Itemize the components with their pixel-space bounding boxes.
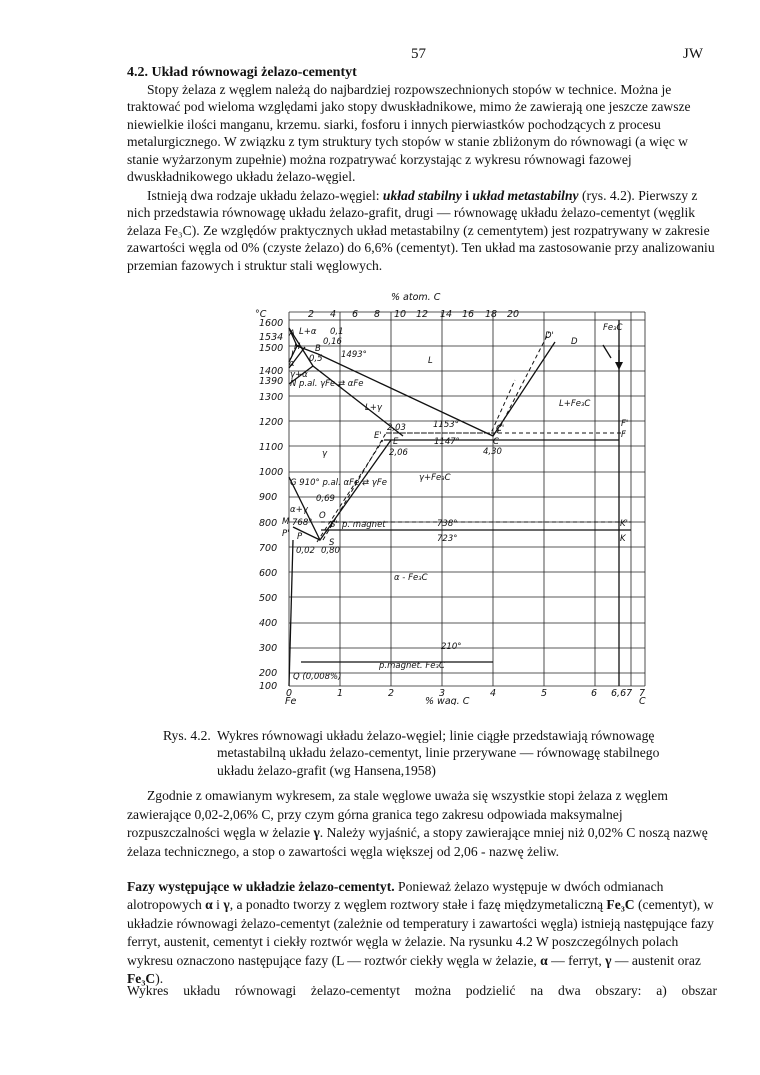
x-tick: 0 xyxy=(286,688,293,699)
label-gamma: γ xyxy=(322,449,328,459)
label-gamma-Fe3C: γ+Fe₃C xyxy=(419,473,451,483)
x-tick: 4 xyxy=(490,688,497,699)
label-738: 738° xyxy=(437,519,458,529)
paragraph-1: Stopy żelaza z węglem należą do najbardziej rozpowszechnionych stopów w technice. Można je traktować pod wieloma względami jako stopy dwuskładnikowe, mimo że zawierają one jeszcze zawsze niewielkie ilości manganu, krzemu. siarki, fosforu i innych pierwiastków pochodzących z procesu metalurgicznego. W związku z tym struktury tych stopów w stanie zbliżonym do równowagi (a więc w stanie wyżarzonym zupełnie) można rozpatrywać korzystając z wykresu równowagi fazowej dwuskładnikowego układu żelazo-węgiel. xyxy=(127,82,691,185)
label-01: 0,1 xyxy=(330,327,344,337)
p4-text-2: , a ponadto tworzy z węglem roztwory stałe i fazę międzymetaliczną xyxy=(229,897,607,913)
label-A: A xyxy=(289,329,295,339)
label-M: M xyxy=(282,517,290,527)
p4-fe3c-2: Fe₃C xyxy=(127,971,156,987)
p4-text-3: (cementyt), w układzie równowagi żelazo-cementyt (zależnie od temperatury i zawartości węgla) istnieją następujące fazy ferryt, austenit, cementyt i ciekły roztwór węgla w żelazie. Na rysunku 4.2 W poszczególnych polach wykresu oznaczono następujące fazy (L — roztwór ciekły węgla w żelazie, xyxy=(127,897,714,968)
label-1153: 1153° xyxy=(433,420,459,430)
label-Fe3C-top: Fe₃C xyxy=(603,323,623,333)
label-430: 4,30 xyxy=(483,447,502,457)
label-002: 0,02 xyxy=(296,546,315,556)
caption-line-1: Wykres równowagi układu żelazo-węgiel; linie ciągłe przedstawiają równowagę xyxy=(217,728,655,743)
label-203: 2,03 xyxy=(387,423,406,433)
p3-text-2: . Należy wyjaśnić, a stopy zawierające mniej niż 0,02% C noszą nazwę żelaza technicznego, a stop o zawartości węgla większej od 2,06 - nazwę żeliw. xyxy=(127,825,708,859)
label-016: 0,16 xyxy=(323,337,342,347)
x-axis-ticks xyxy=(285,688,646,705)
p4-text-4: — ferryt, xyxy=(547,952,606,968)
p4-alpha-2: α xyxy=(540,952,548,968)
label-S: S xyxy=(329,538,335,548)
y-tick: 1000 xyxy=(259,467,284,478)
paragraph-2 xyxy=(127,187,717,274)
label-210: 210° xyxy=(441,642,462,652)
x-tick: 3 xyxy=(439,688,446,699)
label-P: P xyxy=(297,532,303,542)
y-tick: 1600 xyxy=(259,318,284,329)
caption-line-2: metastabilną układu żelazo-cementyt, linie przerywane — równowagę stabilnego xyxy=(217,745,660,761)
top-tick: 2 xyxy=(308,309,315,320)
stable-lines xyxy=(317,332,631,542)
p2-text-2: (rys. 4.2). Pierwszy z nich przedstawia równowagę układu żelazo-grafit, drugi — równowagę układu żelazo-cementyt (węglik żelaza Fe₃C). Ze względów praktycznych układ metastabilny (z cementytem) jest rozpatrywany w zakresie zawartości węgla od 0% (czyste żelazo) do 6,6% (cementyt). Ten układ ma zastosowanie przy analizowaniu przemian fazowych i struktur stali węglowych. xyxy=(127,188,715,273)
top-tick: 16 xyxy=(462,309,475,320)
label-O: O xyxy=(319,511,326,521)
y-tick: 1400 xyxy=(259,366,284,377)
section-heading: 4.2. Układ równowagi żelazo-cementyt xyxy=(127,65,357,80)
top-tick: 8 xyxy=(374,309,381,320)
label-K: K xyxy=(620,534,626,544)
y-tick: 600 xyxy=(259,568,278,579)
label-F2: F' xyxy=(621,419,629,429)
label-1493: 1493° xyxy=(341,350,367,360)
label-C2: C' xyxy=(496,424,505,434)
p2-text-1: Istnieją dwa rodzaje układu żelazo-węgiel: xyxy=(147,188,383,203)
label-05: 0,5 xyxy=(309,354,323,364)
top-tick: 10 xyxy=(394,309,407,320)
figure-caption xyxy=(163,727,723,779)
top-tick: 12 xyxy=(416,309,429,320)
p2-conj: i xyxy=(461,188,473,203)
top-tick: 4 xyxy=(330,309,337,320)
y-tick: 200 xyxy=(259,668,278,679)
label-D: D xyxy=(571,337,578,347)
label-L-Fe3C: L+Fe₃C xyxy=(559,399,591,409)
phase-diagram-figure xyxy=(253,290,649,705)
y-tick: 300 xyxy=(259,643,278,654)
top-tick: 18 xyxy=(485,309,498,320)
caption-label: Rys. 4.2. xyxy=(163,728,211,743)
y-tick: 800 xyxy=(259,518,278,529)
label-768: 768° xyxy=(292,518,313,528)
label-J: J xyxy=(291,350,294,360)
label-N-transform: N p.al. γFe ⇄ αFe xyxy=(290,379,364,389)
label-E: E xyxy=(393,437,399,447)
label-S2: S' xyxy=(330,520,338,530)
label-1147: 1147° xyxy=(434,437,460,447)
diagram-labels xyxy=(282,323,628,682)
label-723: 723° xyxy=(437,534,458,544)
label-E2: E' xyxy=(374,431,382,441)
x-sub-fe: Fe xyxy=(285,696,297,705)
p4-fe3c: Fe₃C xyxy=(606,897,635,913)
label-Q: Q (0,008%) xyxy=(293,672,342,682)
label-p-magnet: p. magnet xyxy=(342,520,386,530)
label-L-gamma: L+γ xyxy=(365,403,382,413)
label-H: H xyxy=(294,342,301,352)
label-D2: D' xyxy=(545,331,554,341)
degree-unit: °C xyxy=(255,309,267,320)
y-tick: 1500 xyxy=(259,343,284,354)
label-L: L xyxy=(428,356,433,366)
p2-emph-metastable: układ metastabilny xyxy=(472,188,579,203)
arrow-marker xyxy=(615,350,623,370)
y-tick: 1390 xyxy=(259,376,284,387)
y-tick: 900 xyxy=(259,492,278,503)
iron-carbon-diagram xyxy=(253,290,649,705)
x-tick: 2 xyxy=(388,688,395,699)
grid-lines xyxy=(289,312,645,686)
x-tick: 6,67 xyxy=(611,688,633,699)
label-alpha: α xyxy=(289,359,295,369)
y-axis-ticks xyxy=(259,318,283,692)
x-tick: 5 xyxy=(541,688,548,699)
paragraph-3 xyxy=(127,787,717,861)
p4-text-1: Ponieważ żelazo występuje w dwóch odmianach alotropowych xyxy=(127,879,664,913)
p4-text-5: — austenit oraz xyxy=(611,952,701,968)
label-K2: K' xyxy=(620,519,628,529)
label-l-alpha: L+α xyxy=(299,327,317,337)
page-number: 57 xyxy=(411,46,426,62)
p3-gamma: γ xyxy=(313,825,320,841)
p4-gamma-2: γ xyxy=(605,952,612,968)
label-069: 0,69 xyxy=(316,494,335,504)
y-tick: 1300 xyxy=(259,392,284,403)
top-tick: 6 xyxy=(352,309,359,320)
top-axis-title: % atom. C xyxy=(391,292,441,303)
paragraph-5: Wykres układu równowagi żelazo-cementyt można podzielić na dwa obszary: a) obszar xyxy=(127,983,717,998)
label-G-transform: G 910° p.al. αFe ⇄ γFe xyxy=(290,478,387,488)
p4-heading: Fazy występujące w układzie żelazo-cementyt. xyxy=(127,879,395,894)
p4-and: i xyxy=(212,897,224,913)
x-tick: 6 xyxy=(591,688,598,699)
y-tick: 1200 xyxy=(259,417,284,428)
label-P2: P' xyxy=(282,529,290,539)
x-sub-c: C xyxy=(639,696,646,705)
label-alpha-gamma: α+γ xyxy=(290,505,308,515)
p4-gamma: γ xyxy=(223,897,230,913)
label-gamma-alpha: γ+α xyxy=(290,370,308,380)
p2-emph-stable: układ stabilny xyxy=(382,188,462,203)
caption-line-3: układu żelazo-grafit (wg Hansena,1958) xyxy=(217,762,436,778)
x-tick: 7 xyxy=(639,688,646,699)
p3-text-1: Zgodnie z omawianym wykresem, za stale węglowe uważa się wszystkie stopi żelaza z węglem zawierające 0,02-2,06% C, przy czym górna granica tego zakresu odpowiada maksymalnej rozpuszczalności węgla w żelazie xyxy=(127,788,668,841)
y-tick: 100 xyxy=(259,681,278,692)
y-tick: 1534 xyxy=(259,332,284,343)
label-C: C xyxy=(493,437,499,447)
p4-text-6: ). xyxy=(155,971,164,987)
top-tick: 20 xyxy=(507,309,520,320)
label-p-magnet-Fe3C: p.magnet. Fe₃C xyxy=(379,661,445,671)
paragraph-4 xyxy=(127,878,717,988)
y-tick: 700 xyxy=(259,543,278,554)
author-initials: JW xyxy=(683,46,703,62)
label-080: 0,80 xyxy=(321,546,340,556)
y-tick: 1100 xyxy=(259,442,284,453)
label-B: B xyxy=(315,344,321,354)
y-tick: 500 xyxy=(259,593,278,604)
p4-alpha: α xyxy=(205,897,213,913)
x-tick: 1 xyxy=(337,688,344,699)
label-alpha-Fe3C: α - Fe₃C xyxy=(394,573,428,583)
label-F: F xyxy=(621,430,626,440)
y-tick: 400 xyxy=(259,618,278,629)
label-206: 2,06 xyxy=(389,448,408,458)
top-tick: 14 xyxy=(440,309,453,320)
x-axis-title: % wag. C xyxy=(425,696,470,705)
